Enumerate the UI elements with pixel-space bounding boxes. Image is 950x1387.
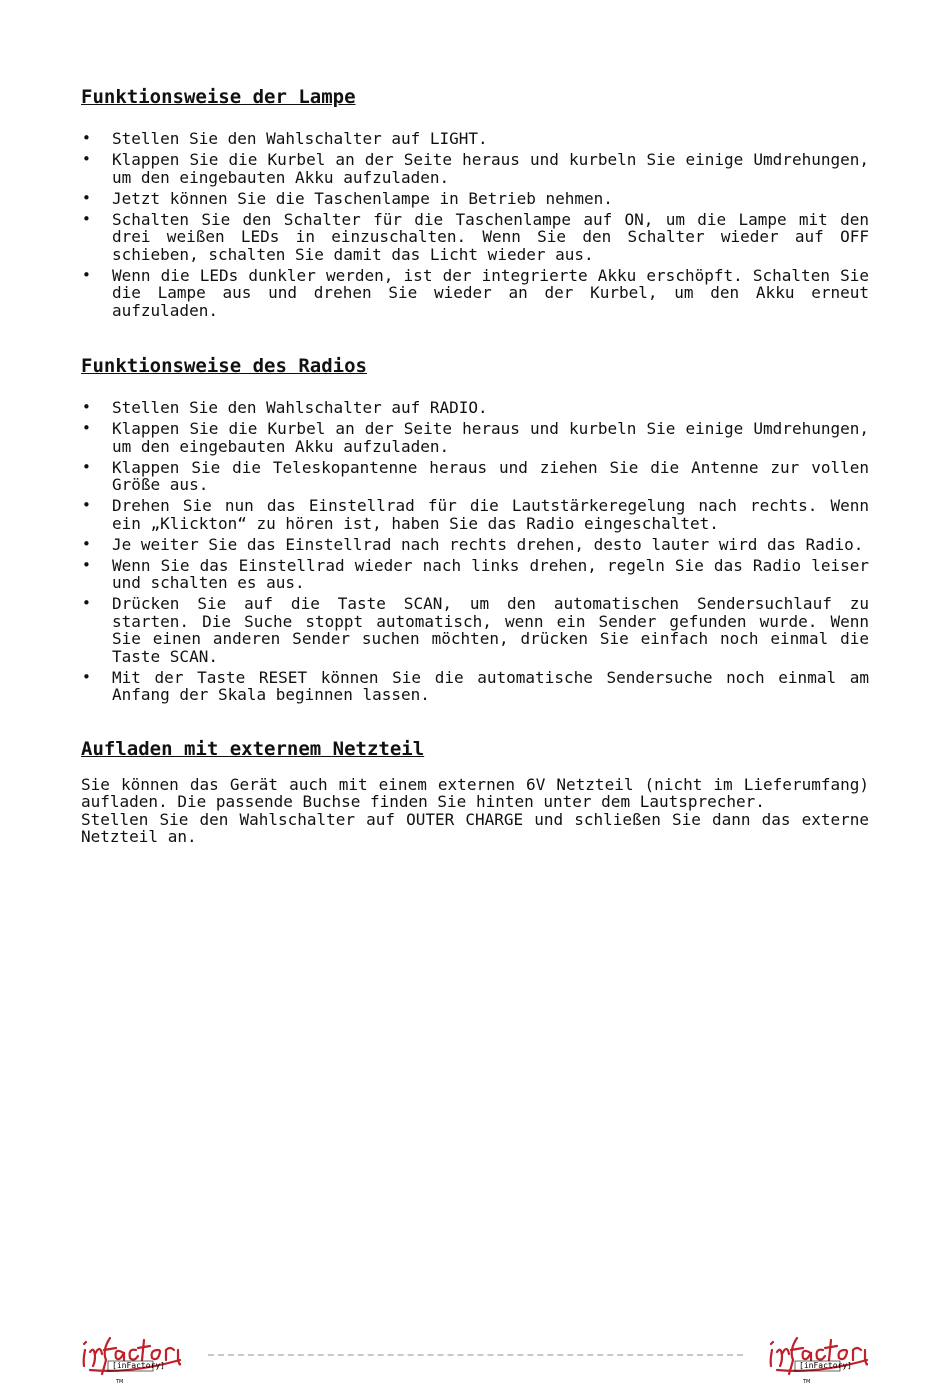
- infactory-logo-icon: [767, 1330, 871, 1386]
- list-item: • Klappen Sie die Kurbel an der Seite heraus und kurbeln Sie einige Umdrehungen, um den eingebauten Akku aufzuladen.: [81, 151, 869, 186]
- document-page: [81, 84, 869, 846]
- logo-subtext: [inFactory]: [112, 1361, 165, 1370]
- svg-text:TM: TM: [803, 1379, 811, 1385]
- svg-text:TM: TM: [116, 1379, 124, 1385]
- list-item: • Je weiter Sie das Einstellrad nach rechts drehen, desto lauter wird das Radio.: [81, 536, 869, 554]
- section-heading-charging: Aufladen mit externem Netzteil: [81, 737, 425, 760]
- lamp-instructions-list: [81, 130, 869, 319]
- list-item: • Stellen Sie den Wahlschalter auf RADIO.: [81, 399, 869, 417]
- list-item: • Drehen Sie nun das Einstellrad für die Lautstärkeregelung nach rechts. Wenn ein „Klickton“ zu hören ist, haben Sie das Radio eingeschaltet.: [81, 497, 869, 532]
- list-item: • Klappen Sie die Kurbel an der Seite heraus und kurbeln Sie einige Umdrehungen, um den eingebauten Akku aufzuladen.: [81, 420, 869, 455]
- logo-subtext: [inFactory]: [799, 1361, 852, 1370]
- list-item: • Wenn die LEDs dunkler werden, ist der integrierte Akku erschöpft. Schalten Sie die Lampe aus und drehen Sie wieder an der Kurbel, um den Akku erneut aufzuladen.: [81, 267, 869, 320]
- charging-paragraph: Stellen Sie den Wahlschalter auf OUTER CHARGE und schließen Sie dann das externe Netzteil an.: [81, 809, 869, 846]
- list-item: • Wenn Sie das Einstellrad wieder nach links drehen, regeln Sie das Radio leiser und schalten es aus.: [81, 557, 869, 592]
- infactory-logo: [767, 1330, 871, 1386]
- charging-paragraph: Sie können das Gerät auch mit einem externen 6V Netzteil (nicht im Lieferumfang) aufladen. Die passende Buchse finden Sie hinten unter dem Lautsprecher.: [81, 774, 869, 811]
- list-item: • Klappen Sie die Teleskopantenne heraus und ziehen Sie die Antenne zur vollen Größe aus.: [81, 459, 869, 494]
- page-footer: [0, 1330, 950, 1387]
- list-item: • Schalten Sie den Schalter für die Taschenlampe auf ON, um die Lampe mit den drei weißen LEDs in einzuschalten. Wenn Sie den Schalter wieder auf OFF schieben, schalten Sie damit das Licht wieder aus.: [81, 211, 869, 264]
- section-heading-lamp: Funktionsweise der Lampe: [81, 86, 356, 108]
- list-item: • Jetzt können Sie die Taschenlampe in Betrieb nehmen.: [81, 190, 869, 208]
- footer-dashed-divider: [208, 1354, 743, 1356]
- list-item: • Drücken Sie auf die Taste SCAN, um den automatischen Sendersuchlauf zu starten. Die Suche stoppt automatisch, wenn ein Sender gefunden wurde. Wenn Sie einen anderen Sender suchen möchten, drücken Sie einfach noch einmal die Taste SCAN.: [81, 595, 869, 665]
- infactory-logo: [80, 1330, 184, 1386]
- list-item: • Stellen Sie den Wahlschalter auf LIGHT.: [81, 130, 869, 148]
- list-item: • Mit der Taste RESET können Sie die automatische Sendersuche noch einmal am Anfang der Skala beginnen lassen.: [81, 669, 869, 704]
- section-heading-radio: Funktionsweise des Radios: [81, 355, 367, 377]
- infactory-logo-icon: [80, 1330, 184, 1386]
- radio-instructions-list: [81, 399, 869, 704]
